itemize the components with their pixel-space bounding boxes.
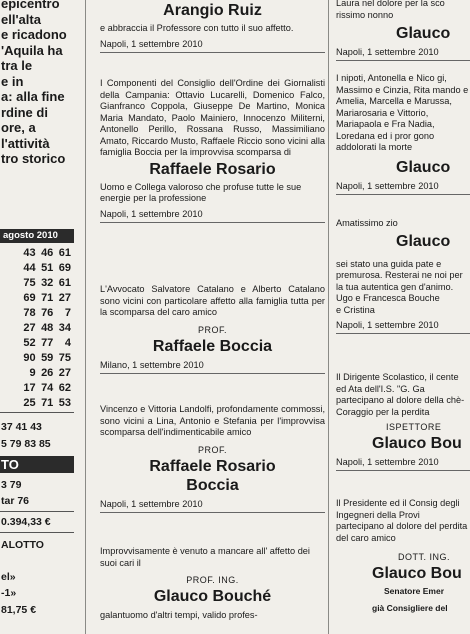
obituary-name: Glauco: [396, 158, 451, 176]
lotto-number: [0, 320, 21, 335]
obituary-name: Raffaele Rosario: [149, 160, 276, 178]
obituary-c3: [336, 218, 470, 334]
news-fragment: [0, 0, 74, 167]
lotto-row: [0, 365, 74, 380]
lotto-row: [0, 335, 74, 350]
obituary-name: Arangio Ruiz: [163, 2, 262, 19]
news-line: epicentro: [1, 0, 60, 11]
column-center: [100, 0, 325, 634]
lotto-number: 34: [58, 321, 71, 334]
lotto-number: 7: [64, 306, 71, 319]
lotto-row: [0, 275, 74, 290]
lotto-number: [0, 365, 21, 380]
lotto-row: [0, 350, 74, 365]
obituary-c1: [336, 0, 470, 61]
lotto-number: 44: [23, 261, 36, 274]
lotto-number: 27: [23, 321, 36, 334]
lotto-number: 26: [41, 366, 54, 379]
section-label-2: ALOTTO: [1, 539, 44, 551]
lotto-number: 17: [23, 381, 36, 394]
lotto-number: [0, 245, 21, 260]
obituary-title: PROF.: [197, 444, 227, 455]
obituary-text: Il Dirigente Scolastico, il cente ed Ata dell'I.S. "G. Ga partecipano al dolore della chè-Coraggio per la perdita: [336, 372, 465, 417]
obituary-date: Napoli, 1 settembre 2010: [100, 495, 325, 513]
news-line: a: alla fine: [1, 89, 65, 104]
lotto-number: 62: [58, 381, 71, 394]
obituary-date: Napoli, 1 settembre 2010: [100, 205, 325, 223]
obituary-boccia-2: [100, 284, 325, 374]
obituary-subtitle: Senatore Emer: [384, 586, 444, 596]
obituary-text: I nipoti, Antonella e Nico gi, Massimo e Cinzia, Rita mando e Amelia, Marcella e Marussa, Mariarosaria e Vittorio, Mariapaola e Fra Nadia, Loredana ed i pror gono addolorati la morte: [336, 73, 469, 152]
lotto-row: [0, 260, 74, 275]
lotto-number: [0, 350, 21, 365]
obituary-signature: e Cristina: [336, 304, 375, 315]
obituary-title: PROF.: [197, 324, 227, 335]
lotto-row: [0, 290, 74, 305]
prize-value: 81,75 €: [1, 604, 37, 616]
lotto-number: 51: [41, 261, 54, 274]
lotto-number: [0, 275, 21, 290]
obituary-text: L'Avvocato Salvatore Catalano e Alberto Catalano sono vicini con particolare affetto alla famiglia tutta per la scomparsa del caro amico: [100, 284, 325, 317]
obituary-signature: Ugo e Francesca Bouche: [336, 293, 440, 303]
obituary-boccia-3: [100, 404, 325, 513]
obituary-c5: [336, 498, 470, 614]
news-line: l'attività: [1, 135, 50, 151]
lotto-number: [0, 380, 21, 395]
obituary-text: Il Presidente ed il Consig degli Ingegneri della Provi partecipano al dolore del perdita del caro amico: [336, 498, 468, 543]
lotto-number: 52: [23, 336, 36, 349]
obituary-date: Napoli, 1 settembre 2010: [336, 177, 470, 195]
divider: [0, 412, 74, 413]
lotto-row: [0, 380, 74, 395]
lotto-number: 90: [23, 351, 36, 364]
lotto-number: 69: [58, 261, 71, 274]
obituary-text: Amatissimo zio: [336, 218, 398, 228]
obituary-name: Raffaele Boccia: [152, 337, 273, 355]
lotto-row: [0, 320, 74, 335]
news-line: tra le: [1, 58, 33, 73]
divider: [0, 532, 74, 533]
lotto-number: 75: [23, 276, 36, 289]
lotto-number: 69: [23, 291, 36, 304]
lotto-number: 75: [58, 351, 71, 364]
obituary-text: Laura nel dolore per la sco rissimo nonno: [336, 0, 445, 20]
obituary-text: Vincenzo e Vittoria Landolfi, profondamente commossi, sono vicini a Lina, Antonio e Stefania per l'improvvisa scomparsa dell'indimenticabile amico: [100, 404, 325, 437]
news-line: ore, a: [1, 120, 36, 135]
superenalotto-numbers: 5 79 83 85: [1, 438, 51, 450]
lotto-number: 76: [41, 306, 54, 319]
obituary-bouche: [100, 546, 325, 622]
lotto-number: 53: [58, 396, 71, 409]
winners-line: -1»: [1, 587, 17, 599]
lotto-number: 71: [41, 291, 54, 304]
lotto-number: 27: [58, 291, 71, 304]
obituary-c2: [336, 73, 470, 195]
obituary-title: DOTT. ING.: [398, 552, 450, 562]
obituary-date: Napoli, 1 settembre 2010: [336, 453, 470, 471]
obituary-text: sei stato una guida pate e premurosa. Resterai ne noi per la tua autentica gen d'animo.: [336, 258, 463, 292]
lotto-row: [0, 395, 74, 410]
news-line: ell'alta: [1, 11, 41, 27]
obituary-arangio: [100, 0, 325, 53]
obituary-name: Glauco Bouché: [153, 588, 272, 605]
winners-line: el»: [1, 571, 16, 583]
lotto-number: 77: [41, 336, 54, 349]
obituary-text: e abbraccia il Professore con tutto il suo affetto.: [100, 23, 294, 33]
news-line: e in: [1, 73, 24, 89]
column-right: [334, 0, 470, 634]
lotto-number: 27: [58, 366, 71, 379]
obituary-name: Glauco Bou: [372, 435, 462, 452]
lotto-number: 71: [41, 396, 54, 409]
lotto-number: 61: [58, 276, 71, 289]
lotto-number: 48: [41, 321, 54, 334]
lotto-number: 59: [41, 351, 54, 364]
obituary-name: Boccia: [186, 476, 239, 494]
obituary-text: galantuomo d'altri tempi, valido profes-: [100, 610, 258, 620]
lotto-number: [0, 305, 21, 320]
news-line: 'Aquila ha: [1, 42, 63, 58]
lotto-number: 61: [58, 246, 71, 259]
superenalotto-numbers: 37 41 43: [1, 421, 42, 433]
obituary-name: Glauco Bou: [372, 565, 462, 582]
lotto-number: [0, 290, 21, 305]
obituary-text: Uomo e Collega valoroso che profuse tutte le sue energie per la professione: [100, 181, 302, 203]
lotto-header: agosto 2010: [0, 229, 74, 243]
lotto-number: 74: [41, 381, 54, 394]
divider: [0, 511, 74, 512]
obituary-date: Napoli, 1 settembre 2010: [100, 35, 325, 53]
obituary-title: ISPETTORE: [386, 422, 442, 432]
obituary-name: Glauco: [396, 25, 451, 42]
lotto-number: [0, 260, 21, 275]
obituary-name: Glauco: [396, 232, 451, 250]
lotto-number: [0, 395, 21, 410]
obituary-title: PROF. ING.: [186, 575, 239, 585]
obituary-subtitle: già Consigliere del: [372, 603, 448, 613]
obituary-boccia-1: [100, 78, 325, 223]
obituary-date: Napoli, 1 settembre 2010: [336, 43, 470, 61]
obituary-c4: [336, 372, 470, 471]
lotto-table: [0, 245, 74, 410]
obituary-date: Napoli, 1 settembre 2010: [336, 316, 470, 334]
lotto-row: [0, 305, 74, 320]
jolly-number: 3 79: [1, 479, 22, 491]
lotto-number: 32: [41, 276, 54, 289]
lotto-row: [0, 245, 74, 260]
jackpot-value: 0.394,33 €: [1, 516, 51, 528]
superstar-number: tar 76: [1, 495, 30, 507]
lotto-number: 4: [64, 336, 71, 349]
news-line: e ricadono: [1, 27, 67, 42]
obituary-name: Raffaele Rosario: [149, 457, 276, 475]
lotto-number: 46: [41, 246, 54, 259]
obituary-text: Improvvisamente è venuto a mancare all' affetto dei suoi cari il: [100, 546, 310, 568]
column-rule: [85, 0, 86, 634]
column-left: [0, 0, 74, 634]
news-line: rdine di: [1, 104, 48, 120]
lotto-number: 9: [29, 366, 36, 379]
obituary-date: Milano, 1 settembre 2010: [100, 356, 325, 374]
lotto-number: 25: [23, 396, 36, 409]
obituary-text: I Componenti del Consiglio dell'Ordine dei Giornalisti della Campania: Ottavio Lucarelli, Domenico Falco, Gianfranco Coppola, Giuseppe De Martino, Monica Maria Mandato, Paolo Mainiero, Innocenzo Militerni, Antonello Perillo, Rossana Russo, Massimiliano Amato, Riccardo Musto, Raffaele Riccio sono vicini alla famiglia Boccia per la improvvisa scomparsa di: [100, 78, 325, 157]
column-rule: [328, 0, 329, 634]
news-line: tro storico: [1, 151, 66, 166]
lotto-number: 43: [23, 246, 36, 259]
lotto-number: 78: [23, 306, 36, 319]
lotto-number: [0, 335, 21, 350]
section-label: TO: [0, 456, 74, 473]
